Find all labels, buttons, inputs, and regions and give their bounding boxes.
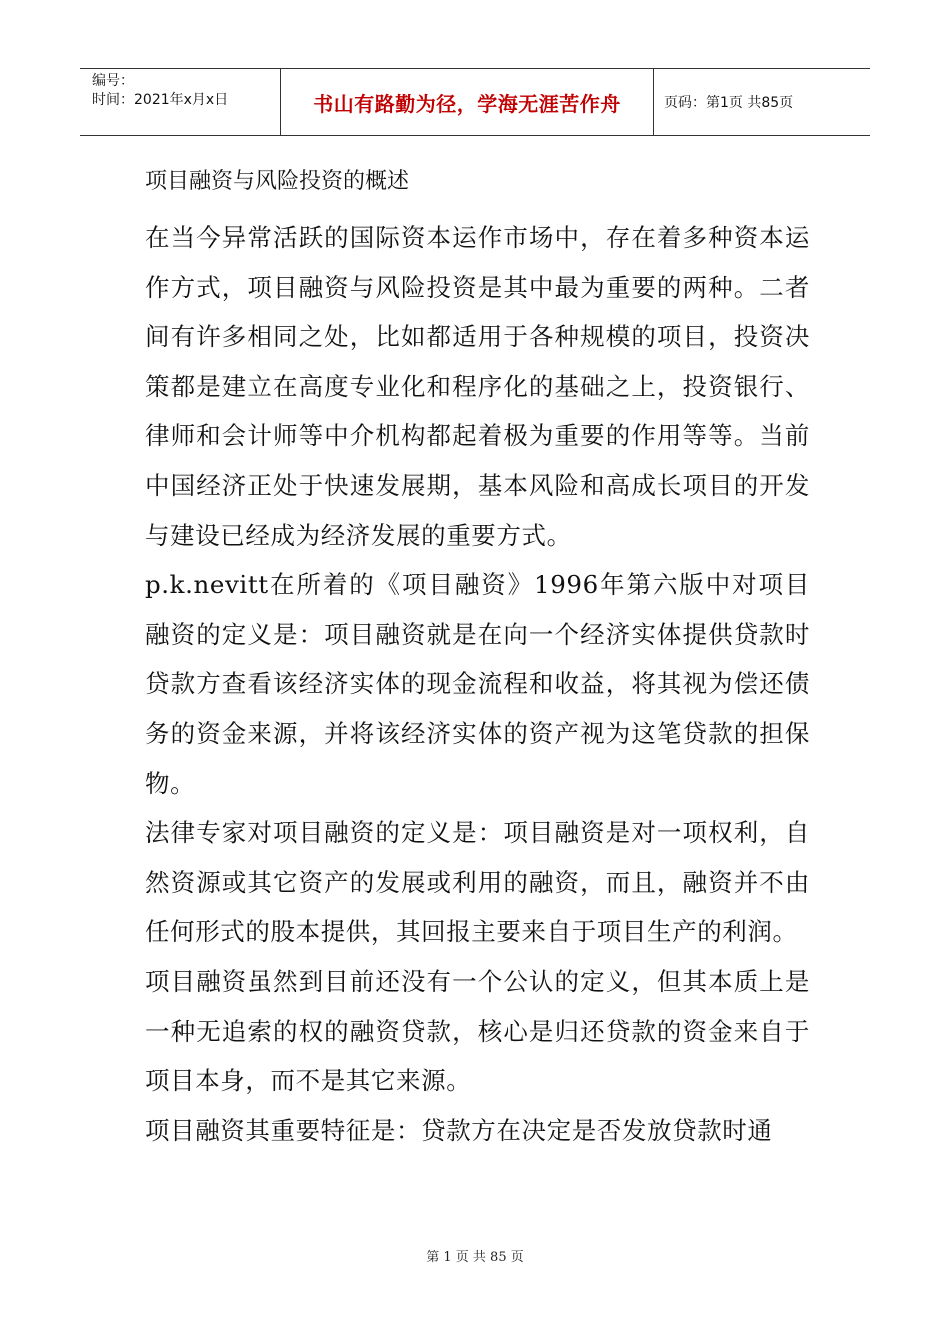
header-meta-cell	[80, 69, 281, 135]
time-label: 时间：2021年x月x日	[92, 92, 229, 108]
paragraph: p.k.nevitt在所着的《项目融资》1996年第六版中对项目融资的定义是：项目融资就是在向一个经济实体提供贷款时贷款方查看该经济实体的现金流程和收益，将其视为偿还债务的资金来源，并将该经济实体的资产视为这笔贷款的担保物。	[145, 570, 810, 798]
paragraph: 项目融资虽然到目前还没有一个公认的定义，但其本质上是一种无追索的权的融资贷款，核心是归还贷款的资金来自于项目本身，而不是其它来源。	[145, 966, 810, 1096]
paragraph: 项目融资其重要特征是：贷款方在决定是否发放贷款时通	[145, 1115, 773, 1145]
code-label: 编号：	[92, 73, 134, 89]
document-body	[145, 165, 810, 1155]
paragraph: 法律专家对项目融资的定义是：项目融资是对一项权利，自然资源或其它资产的发展或利用的融资，而且，融资并不由任何形式的股本提供，其回报主要来自于项目生产的利润。	[145, 818, 810, 947]
header-page-info: 页码：第1页 共85页	[664, 95, 794, 111]
document-header	[80, 68, 870, 136]
paragraph: 在当今异常活跃的国际资本运作市场中，存在着多种资本运作方式，项目融资与风险投资是其中最为重要的两种。二者间有许多相同之处，比如都适用于各种规模的项目，投资决策都是建立在高度专业化和程序化的基础之上，投资银行、律师和会计师等中介机构都起着极为重要的作用等等。当前中国经济正处于快速发展期，基本风险和高成长项目的开发与建设已经成为经济发展的重要方式。	[145, 223, 810, 550]
header-motto: 书山有路勤为径，学海无涯苦作舟	[281, 69, 654, 135]
page-footer: 第 1 页 共 85 页	[426, 1250, 524, 1265]
document-title: 项目融资与风险投资的概述	[145, 169, 410, 194]
